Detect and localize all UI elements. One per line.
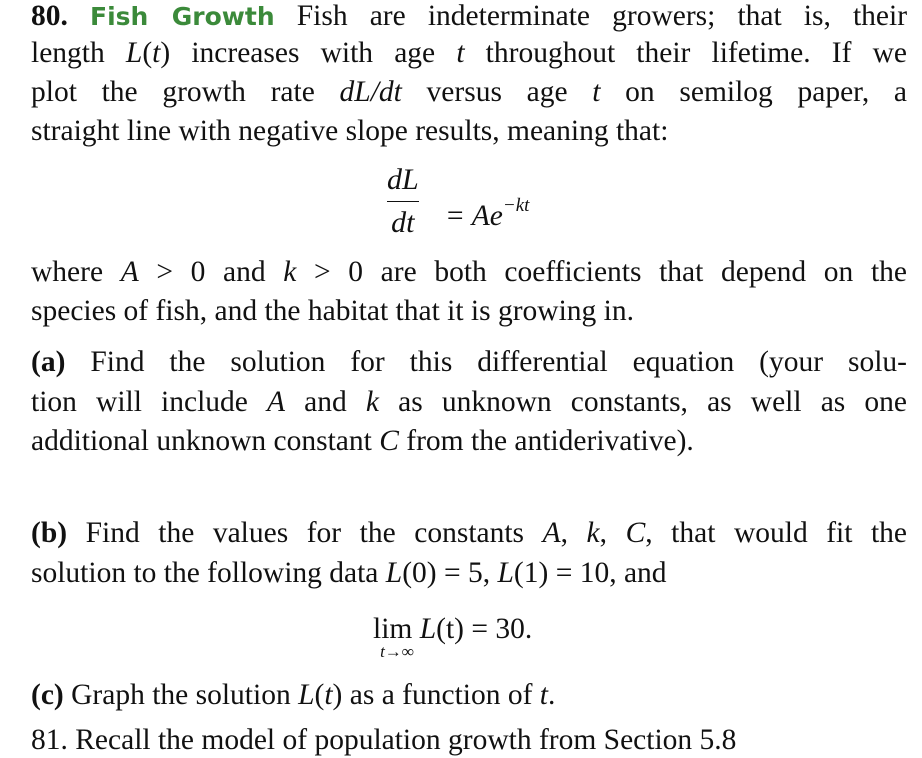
fraction-bar bbox=[387, 201, 419, 202]
problem-line-6: species of fish, and the habitat that it is growing in. bbox=[31, 295, 634, 327]
part-a-line-3: additional unknown constant C from the antiderivative). bbox=[31, 425, 694, 457]
part-a-line-1: (a) Find the solution for this differential equation (your solu- bbox=[31, 346, 907, 378]
equation-fraction bbox=[387, 163, 419, 240]
part-b-line-1: (b) Find the values for the constants A, k, C, that would fit the bbox=[31, 517, 908, 549]
next-problem-cutoff: 81. Recall the model of population growth from Section 5.8 bbox=[31, 724, 737, 756]
equation-exponent: −kt bbox=[502, 195, 530, 216]
equation-rhs: = $Ae^{-kt}$ bbox=[445, 195, 530, 232]
equation-numerator: dL bbox=[387, 163, 419, 196]
problem-line-3: plot the growth rate dL/dt versus age t on semilog paper, a bbox=[31, 76, 907, 108]
problem-line-5: where A > 0 and k > 0 are both coefficients that depend on the bbox=[31, 256, 907, 288]
problem-line-1-text: Fish are indeterminate growers; that is, their bbox=[296, 0, 908, 32]
part-b-line-2: solution to the following data L(0) = 5, L(1) = 10, and bbox=[31, 557, 667, 589]
part-b-label: (b) bbox=[31, 517, 68, 549]
equation-denominator: dt bbox=[391, 206, 415, 239]
problem-line-1 bbox=[31, 0, 907, 35]
problem-line-2: length L(t) increases with age t throughout their lifetime. If we bbox=[31, 37, 907, 69]
part-a-line-2: tion will include A and k as unknown constants, as well as one bbox=[31, 386, 907, 418]
problem-number: 80. bbox=[31, 0, 68, 32]
part-a-label: (a) bbox=[31, 346, 66, 378]
limit-expression: lim L(t) = 30. bbox=[373, 613, 533, 645]
problem-title: Fish Growth bbox=[90, 2, 275, 31]
problem-line-4: straight line with negative slope results, meaning that: bbox=[31, 115, 669, 147]
limit-subscript: t→∞ bbox=[380, 642, 414, 661]
part-c-line: (c) Graph the solution L(t) as a function of t. bbox=[31, 679, 556, 711]
part-c-label: (c) bbox=[31, 679, 64, 711]
